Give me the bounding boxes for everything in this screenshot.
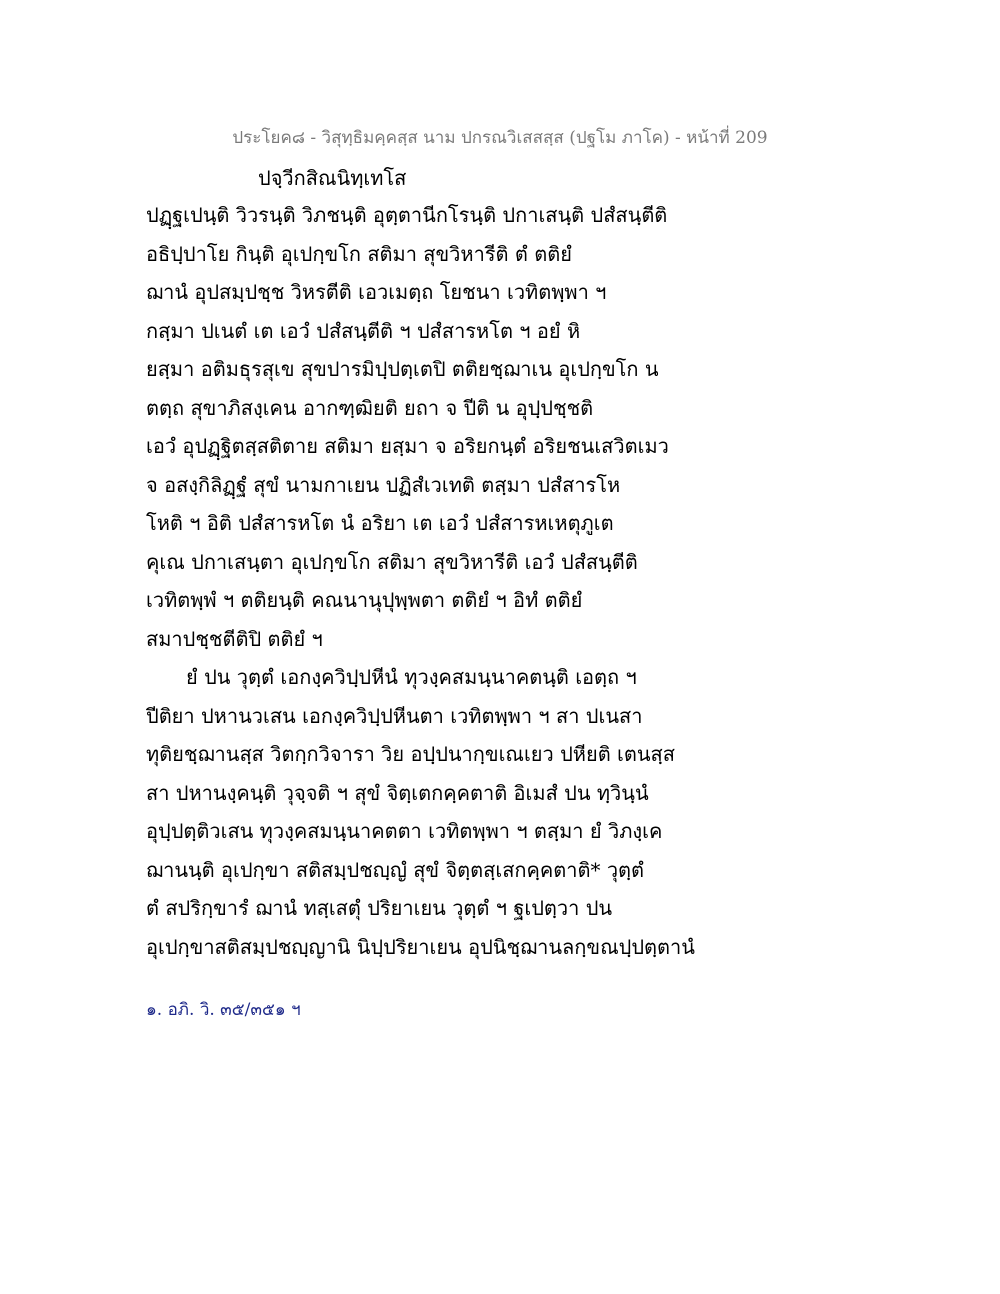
paragraph [146, 658, 866, 966]
text-line: ยํ ปน วุตฺตํ เอกงฺควิปฺปหีนํ ทุวงฺคสมนฺนาคตนฺติ เอตฺถ ฯ [186, 665, 637, 689]
text-line: ฌานนฺติ อุเปกฺขา สติสมฺปชญฺญํ สุขํ จิตฺตสฺเสกคฺคตาติ* วุตฺตํ [146, 857, 645, 882]
text-line: ตํ สปริกฺขารํ ฌานํ ทสฺเสตุํ ปริยาเยน วุตฺตํ ฯ ฐเปตฺวา ปน [146, 896, 613, 920]
text-line: สา ปหานงฺคนฺติ วุจฺจติ ฯ สุขํ จิตฺเตกคฺคตาติ อิเมสํ ปน ทฺวินฺนํ [146, 780, 649, 805]
text-line: ฌานํ อุปสมฺปชฺช วิหรตีติ เอวเมตฺถ โยชนา เวทิตพฺพา ฯ [146, 280, 607, 304]
text-line: อธิปฺปาโย กินฺติ อุเปกฺขโก สติมา สุขวิหารีติ ตํ ตติยํ [146, 241, 572, 266]
page-header: ประโยค๘ - วิสุทฺธิมคฺคสฺส นาม ปกรณวิเสสสฺส (ปฐโม ภาโค) - หน้าที่ 209 [232, 128, 768, 148]
text-line: จ อสงฺกิลิฏฺฐํ สุขํ นามกาเยน ปฏิสํเวเทติ ตสฺมา ปสํสารโห [146, 472, 621, 497]
text-line: สมาปชฺชตีติปิ ตติยํ ฯ [146, 626, 323, 651]
section-heading: ปจฺวีกสิณนิทฺเทโส [258, 166, 407, 190]
text-line: กสฺมา ปเนตํ เต เอวํ ปสํสนฺตีติ ฯ ปสํสารหโต ฯ อยํ หิ [146, 318, 581, 343]
text-line: เวทิตพฺพํ ฯ ตติยนฺติ คณนานุปุพฺพตา ตติยํ ฯ อิทํ ตติยํ [146, 588, 583, 612]
text-line: ตตฺถ สุขาภิสงฺเคน อากฑฺฒิยติ ยถา จ ปีติ น อุปฺปชฺชติ [146, 395, 594, 420]
body-text [146, 196, 866, 966]
text-line: อุเปกฺขาสติสมฺปชญฺญานิ นิปฺปริยาเยน อุปนิชฺฌานลกฺขณปฺปตฺตานํ [146, 934, 695, 959]
footnote: ๑. อภิ. วิ. ๓๕/๓๕๑ ฯ [146, 1000, 301, 1020]
text-line: อุปฺปตฺติวเสน ทุวงฺคสมนฺนาคตตา เวทิตพฺพา ฯ ตสฺมา ยํ วิภงฺเค [146, 819, 663, 843]
text-line: ทุติยชฺฌานสฺส วิตกฺกวิจารา วิย อปฺปนากฺขเณเยว ปหียติ เตนสฺส [146, 742, 675, 766]
text-line: ปีติยา ปหานวเสน เอกงฺควิปฺปหีนตา เวทิตพฺพา ฯ สา ปเนสา [146, 703, 643, 728]
text-line: เอวํ อุปฏฺฐิตสฺสติตาย สติมา ยสฺมา จ อริยกนฺตํ อริยชนเสวิตเมว [146, 434, 669, 458]
text-line: คุเณ ปกาเสนฺตา อุเปกฺขโก สติมา สุขวิหารีติ เอวํ ปสํสนฺตีติ [146, 549, 638, 574]
paragraph [146, 196, 866, 658]
text-line: ปฏฺฐเปนฺติ วิวรนฺติ วิภชนฺติ อุตฺตานีกโรนฺติ ปกาเสนฺติ ปสํสนฺตีติ [146, 203, 668, 227]
text-line: โหติ ฯ อิติ ปสํสารหโต นํ อริยา เต เอวํ ปสํสารหเหตุภูเต [146, 511, 614, 535]
text-line: ยสฺมา อติมธุรสุเข สุขปารมิปฺปตฺเตปิ ตติยชฺฌาเน อุเปกฺขโก น [146, 357, 659, 381]
